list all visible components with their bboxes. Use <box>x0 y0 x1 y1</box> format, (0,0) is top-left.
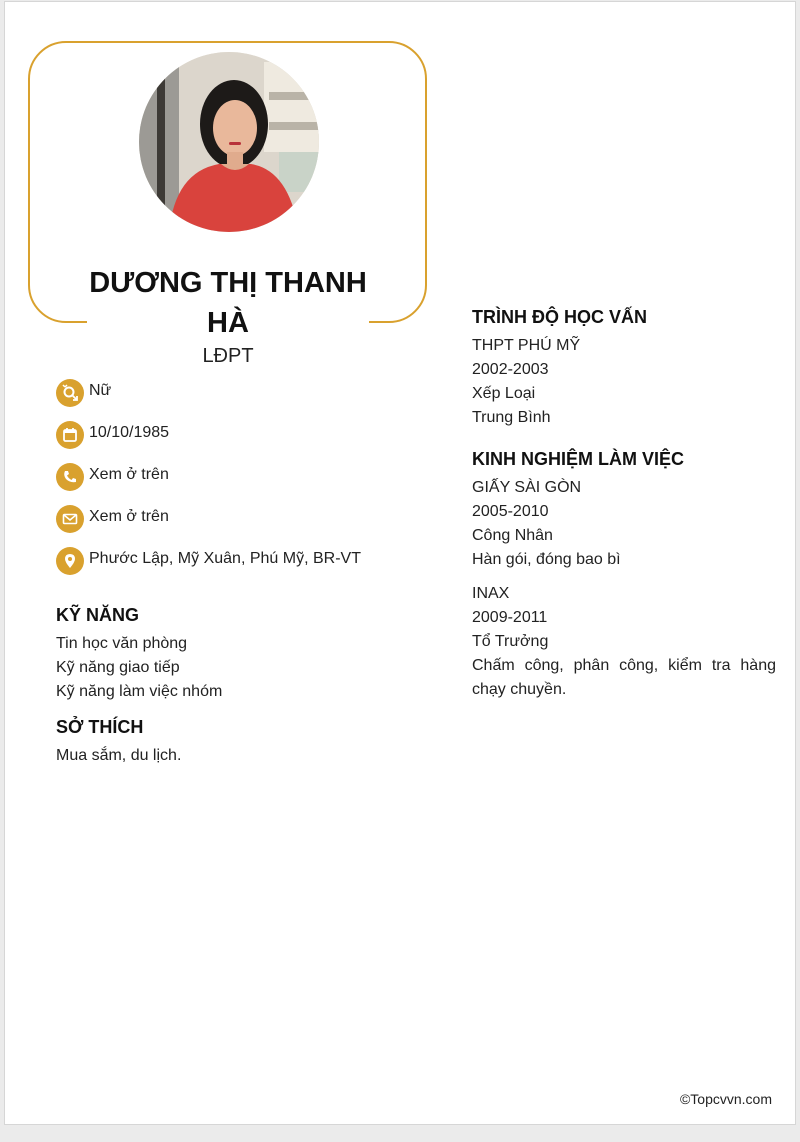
skill-item: Kỹ năng làm việc nhóm <box>56 683 223 700</box>
education-title: TRÌNH ĐỘ HỌC VẤN <box>472 307 647 327</box>
candidate-name: DƯƠNG THỊ THANH HÀ <box>89 267 367 339</box>
job-description: Chấm công, phân công, kiểm tra hàng chạy chuyền. <box>472 657 776 698</box>
contact-email-text[interactable]: Xem ở trên <box>89 508 169 525</box>
job-company: GIẤY SÀI GÒN <box>472 479 582 496</box>
contact-birthday <box>56 418 436 460</box>
education-grade-label: Xếp Loại <box>472 385 536 402</box>
job-company: INAX <box>472 585 510 602</box>
contact-email <box>56 502 436 544</box>
job-period: 2005-2010 <box>472 503 549 520</box>
experience-job-1 <box>472 476 621 572</box>
skill-item: Tin học văn phòng <box>56 635 188 652</box>
phone-icon <box>56 463 84 491</box>
contact-address-text: Phước Lập, Mỹ Xuân, Phú Mỹ, BR-VT <box>89 550 361 567</box>
hobbies-list <box>56 744 181 768</box>
contact-list <box>56 376 436 586</box>
contact-gender <box>56 376 436 418</box>
job-period: 2009-2011 <box>472 609 548 626</box>
job-position: Tổ Trưởng <box>472 633 549 650</box>
contact-gender-text: Nữ <box>89 382 112 399</box>
hobbies-text: Mua sắm, du lịch. <box>56 747 182 764</box>
skills-list <box>56 632 222 704</box>
contact-address <box>56 544 436 586</box>
profile-photo <box>139 52 319 232</box>
education-block <box>472 334 580 430</box>
hobbies-title: SỞ THÍCH <box>56 717 144 737</box>
cv-page <box>4 1 796 1125</box>
gender-icon <box>56 379 84 407</box>
job-description: Hàn gói, đóng bao bì <box>472 551 621 568</box>
education-grade: Trung Bình <box>472 409 551 426</box>
location-icon <box>56 547 84 575</box>
contact-birthday-text: 10/10/1985 <box>89 424 170 441</box>
job-position: Công Nhân <box>472 527 553 544</box>
education-school: THPT PHÚ MỸ <box>472 337 581 354</box>
email-icon <box>56 505 84 533</box>
skills-title: KỸ NĂNG <box>56 605 140 625</box>
experience-job-2 <box>472 582 776 702</box>
skill-item: Kỹ năng giao tiếp <box>56 659 180 676</box>
contact-phone <box>56 460 436 502</box>
calendar-icon <box>56 421 84 449</box>
candidate-title: LĐPT <box>202 345 254 367</box>
experience-title: KINH NGHIỆM LÀM VIỆC <box>472 449 685 469</box>
profile-photo-illustration <box>139 52 319 232</box>
contact-phone-text[interactable]: Xem ở trên <box>89 466 169 483</box>
education-period: 2002-2003 <box>472 361 549 378</box>
footer-copyright: ©Topcvvn.com <box>679 1091 772 1107</box>
